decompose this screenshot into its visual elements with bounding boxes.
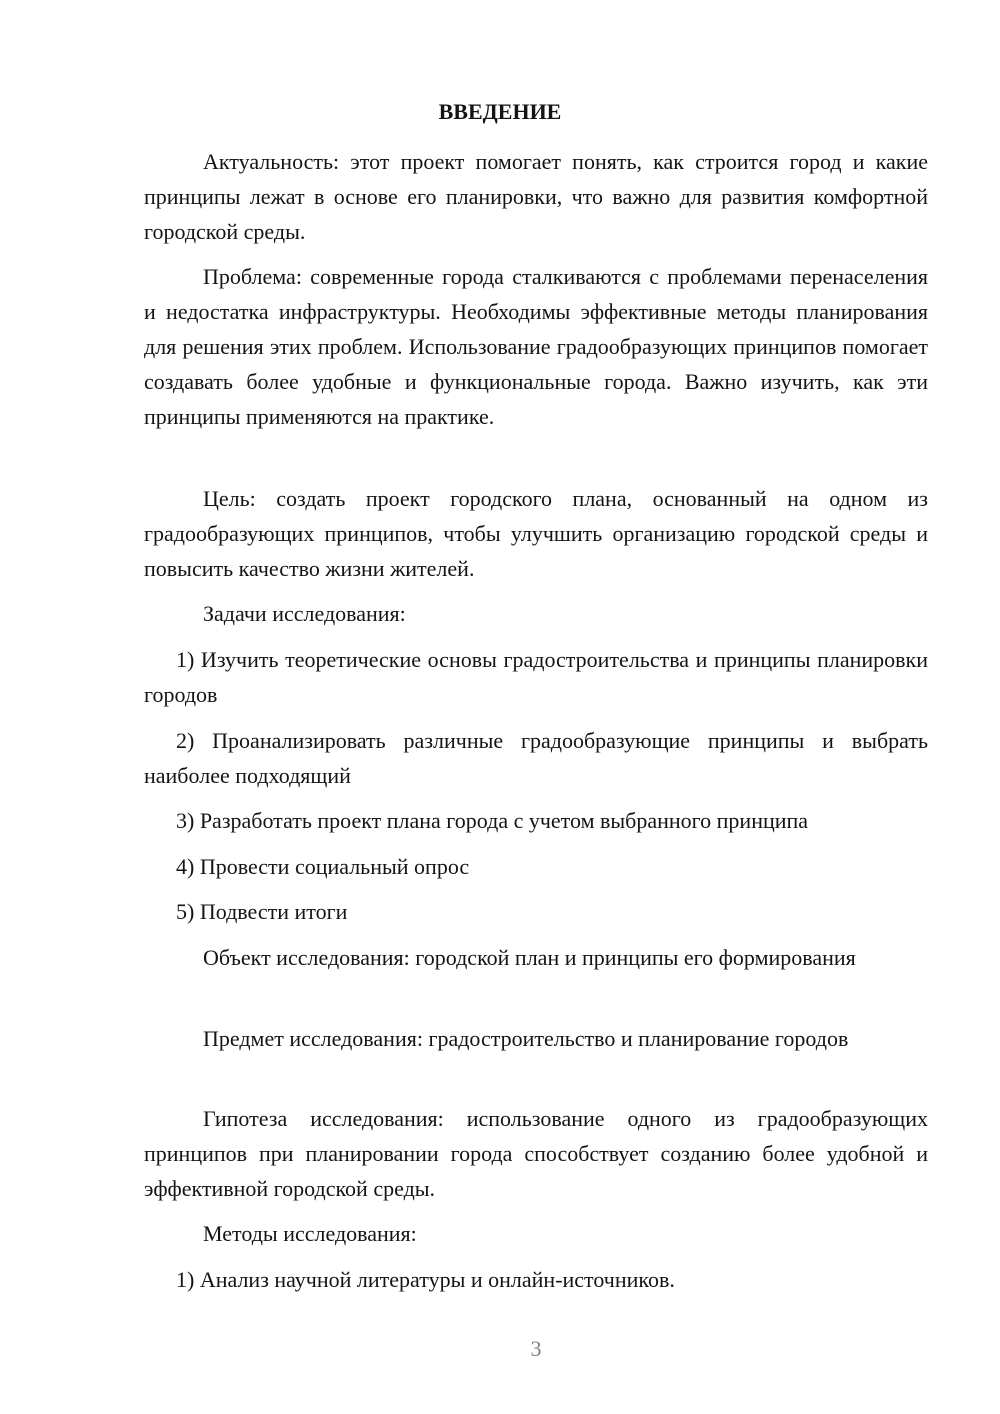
paragraph-hypothesis: Гипотеза исследования: использование одного из градообразующих принципов при планировании города способствует созданию более удобной и эффективной городской среды. <box>144 1106 928 1201</box>
methods-heading: Методы исследования: <box>203 1221 417 1246</box>
paragraph-object: Объект исследования: городской план и принципы его формирования <box>203 945 856 970</box>
tasks-heading: Задачи исследования: <box>203 601 406 626</box>
task-item-4: 4) Провести социальный опрос <box>176 854 470 879</box>
task-item-5: 5) Подвести итоги <box>176 899 348 924</box>
paragraph-problem: Проблема: современные города сталкиваются с проблемами перенаселения и недостатка инфраструктуры. Необходимы эффективные методы планирования для решения этих проблем. Использование градообразующих принципов помогает создавать более удобные и функциональные города. Важно изучить, как эти принципы применяются на практике. <box>144 264 928 429</box>
section-title: ВВЕДЕНИЕ <box>438 99 562 124</box>
task-item-1: 1) Изучить теоретические основы градостроительства и принципы планировки городов <box>144 647 928 707</box>
paragraph-goal: Цель: создать проект городского плана, основанный на одном из градообразующих принципов, чтобы улучшить организацию городской среды и повысить качество жизни жителей. <box>144 486 928 581</box>
paragraph-relevance: Актуальность: этот проект помогает понять, как строится город и какие принципы лежат в основе его планировки, что важно для развития комфортной городской среды. <box>144 149 928 244</box>
method-item-1: 1) Анализ научной литературы и онлайн-источников. <box>176 1267 675 1292</box>
page-number: 3 <box>530 1336 542 1361</box>
task-item-3: 3) Разработать проект плана города с учетом выбранного принципа <box>176 808 809 833</box>
task-item-2: 2) Проанализировать различные градообразующие принципы и выбрать наиболее подходящий <box>144 728 928 788</box>
paragraph-subject: Предмет исследования: градостроительство и планирование городов <box>203 1026 849 1051</box>
